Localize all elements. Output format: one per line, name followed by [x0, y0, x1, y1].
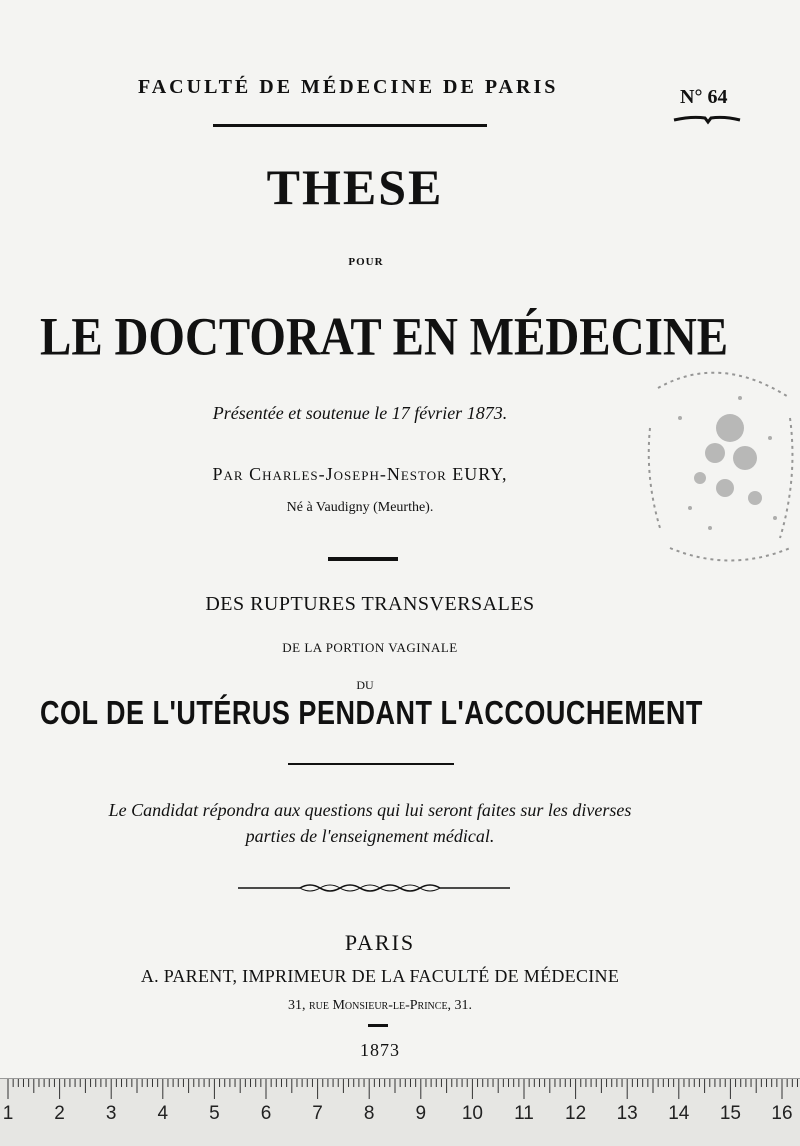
subject-line-4: COL DE L'UTÉRUS PENDANT L'ACCOUCHEMENT	[40, 694, 703, 732]
ruler-number: 6	[260, 1103, 272, 1124]
birthplace-line: Né à Vaudigny (Meurthe).	[286, 500, 434, 515]
ruler-number: 1	[2, 1103, 14, 1124]
imprint-printer: A. PARENT, IMPRIMEUR DE LA FACULTÉ DE MÉDECINE	[140, 966, 620, 986]
subject-line-1: DES RUPTURES TRANSVERSALES	[205, 593, 535, 615]
imprint-year: 1873	[360, 1040, 400, 1060]
ruler-number: 14	[668, 1103, 690, 1124]
candidate-note-line-2: parties de l'enseignement médical.	[245, 826, 495, 846]
imprint-address: 31, rue Monsieur-le-Prince, 31.	[287, 998, 473, 1013]
imprint-rule	[368, 1024, 388, 1027]
ruler-number: 13	[616, 1103, 638, 1124]
degree-title: LE DOCTORAT EN MÉDECINE	[40, 307, 729, 367]
ruler-number: 2	[54, 1103, 65, 1124]
divider-rule	[328, 557, 398, 561]
ruler-number: 11	[514, 1103, 534, 1124]
faculty-heading: FACULTÉ DE MÉDECINE DE PARIS	[138, 76, 559, 98]
ruler-number: 12	[565, 1103, 587, 1124]
subject-line-2: DE LA PORTION VAGINALE	[282, 640, 458, 655]
ruler-number: 8	[363, 1103, 375, 1124]
header-rule	[213, 124, 487, 127]
ruler-number: 10	[461, 1103, 483, 1124]
imprint-city: PARIS	[344, 930, 416, 955]
measuring-ruler	[0, 1078, 800, 1146]
number-flourish	[672, 112, 742, 126]
pour-label: POUR	[348, 256, 384, 268]
ruler-number: 9	[415, 1103, 427, 1124]
ornamental-rule	[238, 880, 510, 894]
ruler-number: 3	[105, 1103, 117, 1124]
library-stamp-image	[640, 358, 800, 568]
subject-rule	[288, 763, 454, 765]
author-line: Par Charles-Joseph-Nestor EURY,	[212, 464, 508, 484]
ruler-number: 7	[312, 1103, 323, 1124]
subject-line-3: DU	[356, 678, 374, 692]
ruler-number: 5	[209, 1103, 220, 1124]
thesis-title: THESE	[266, 159, 444, 215]
presentation-date: Présentée et soutenue le 17 février 1873.	[212, 403, 508, 423]
ruler-number: 15	[719, 1103, 741, 1124]
candidate-note-line-1: Le Candidat répondra aux questions qui lui seront faites sur les diverses	[108, 800, 632, 820]
thesis-number: N° 64	[680, 86, 728, 108]
ruler-number: 4	[157, 1103, 169, 1124]
ruler-number: 16	[771, 1103, 793, 1124]
